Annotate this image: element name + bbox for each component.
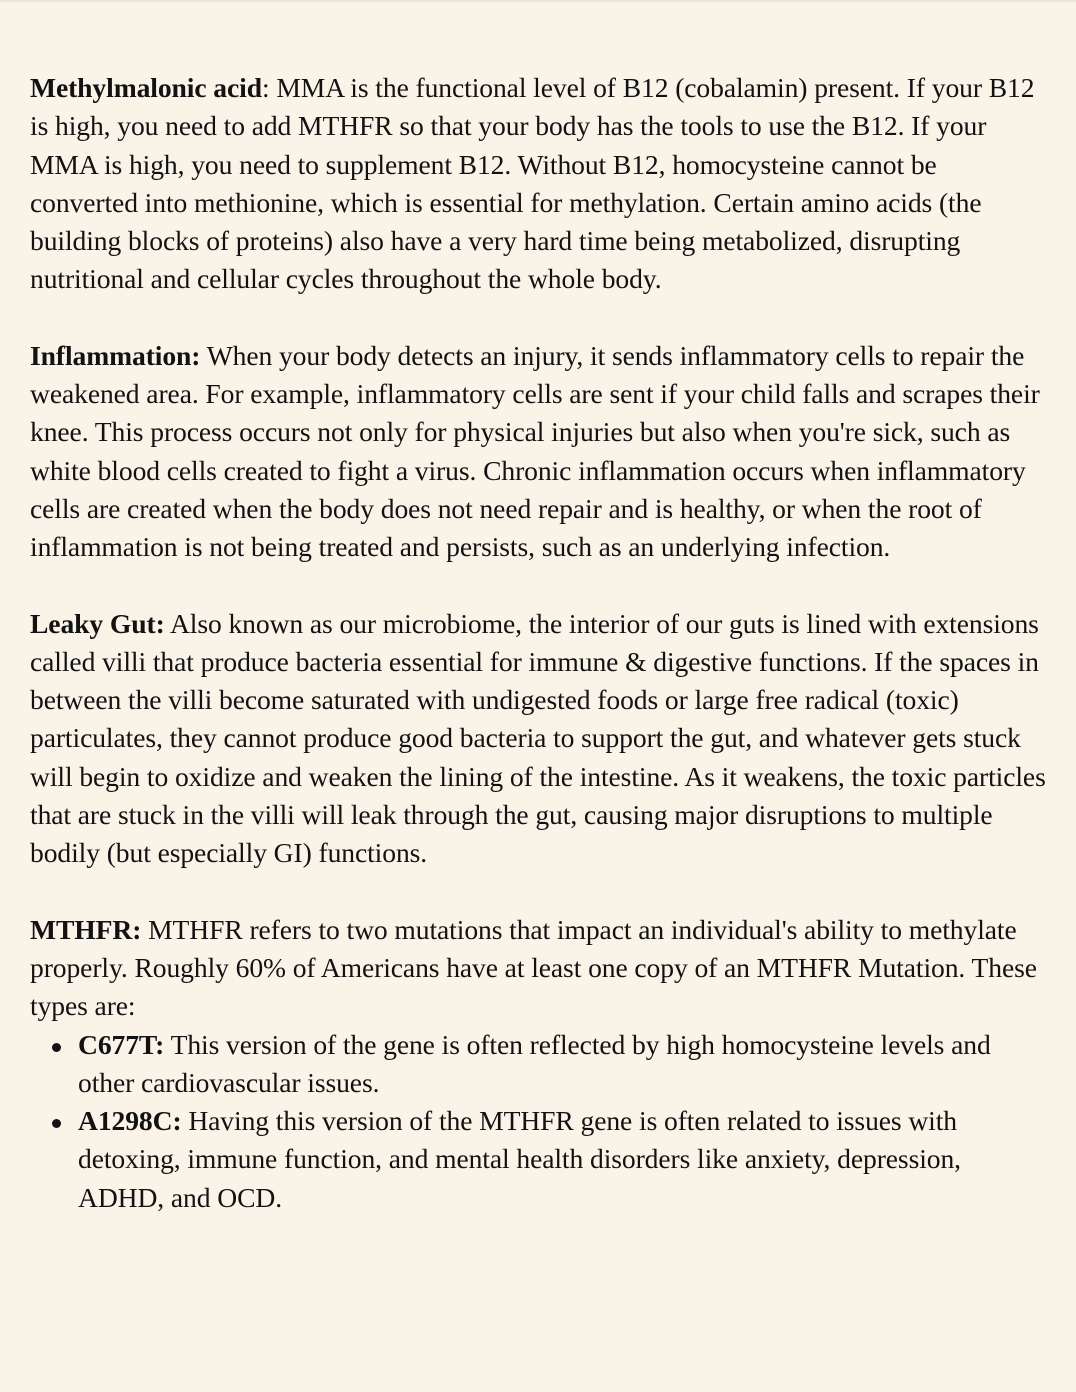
section-methylmalonic-acid — [30, 69, 1046, 299]
list-item-term: A1298C: — [78, 1105, 182, 1137]
section-text: When your body detects an injury, it sends inflammatory cells to repair the weakened area. For example, inflammatory cells are sent if your child falls and scrapes their knee. This process occurs not only for physical injuries but also when you're sick, such as white blood cells created to fight a virus. Chronic inflammation occurs when inflammatory cells are created when the body does not need repair and is healthy, or when the root of inflammation is not being treated and persists, such as an underlying infection. — [30, 339, 1040, 563]
section-inflammation — [30, 337, 1046, 567]
section-mthfr — [30, 911, 1046, 1026]
term-heading: Methylmalonic acid — [30, 72, 262, 103]
list-item — [30, 1102, 1046, 1217]
term-heading: Inflammation: — [30, 339, 201, 371]
term-heading: MTHFR: — [30, 913, 142, 945]
list-item-text: This version of the gene is often reflected by high homocysteine levels and other cardiovascular issues. — [78, 1028, 991, 1098]
term-heading: Leaky Gut: — [30, 607, 165, 639]
section-text: Also known as our microbiome, the interior of our guts is lined with extensions called villi that produce bacteria essential for immune & digestive functions. If the spaces in between the villi become saturated with undigested foods or large free radical (toxic) particulates, they cannot produce good bacteria to support the gut, and whatever gets stuck will begin to oxidize and weaken the lining of the intestine. As it weakens, the toxic particles that are stuck in the villi will leak through the gut, causing major disruptions to multiple bodily (but especially GI) functions. — [30, 607, 1046, 869]
term-separator: : — [261, 72, 270, 103]
list-item-text: Having this version of the MTHFR gene is often related to issues with detoxing, immune function, and mental health disorders like anxiety, depression, ADHD, and OCD. — [78, 1105, 961, 1213]
bullet-icon — [52, 1043, 61, 1052]
list-item-term: C677T: — [78, 1028, 165, 1060]
mthfr-mutation-list — [30, 1026, 1046, 1217]
section-text: MTHFR refers to two mutations that impact an individual's ability to methylate properly. Roughly 60% of Americans have at least one copy of an MTHFR Mutation. These types are: — [30, 913, 1037, 1022]
bullet-icon — [52, 1119, 61, 1128]
list-item — [30, 1026, 1046, 1103]
document-body — [0, 2, 1076, 1217]
section-leaky-gut — [30, 605, 1046, 873]
section-text: MMA is the functional level of B12 (cobalamin) present. If your B12 is high, you need to add MTHFR so that your body has the tools to use the B12. If your MMA is high, you need to supplement B12. Without B12, homocysteine cannot be converted into methionine, which is essential for methylation. Certain amino acids (the building blocks of proteins) also have a very hard time being metabolized, disrupting nutritional and cellular cycles throughout the whole body. — [30, 72, 1035, 295]
